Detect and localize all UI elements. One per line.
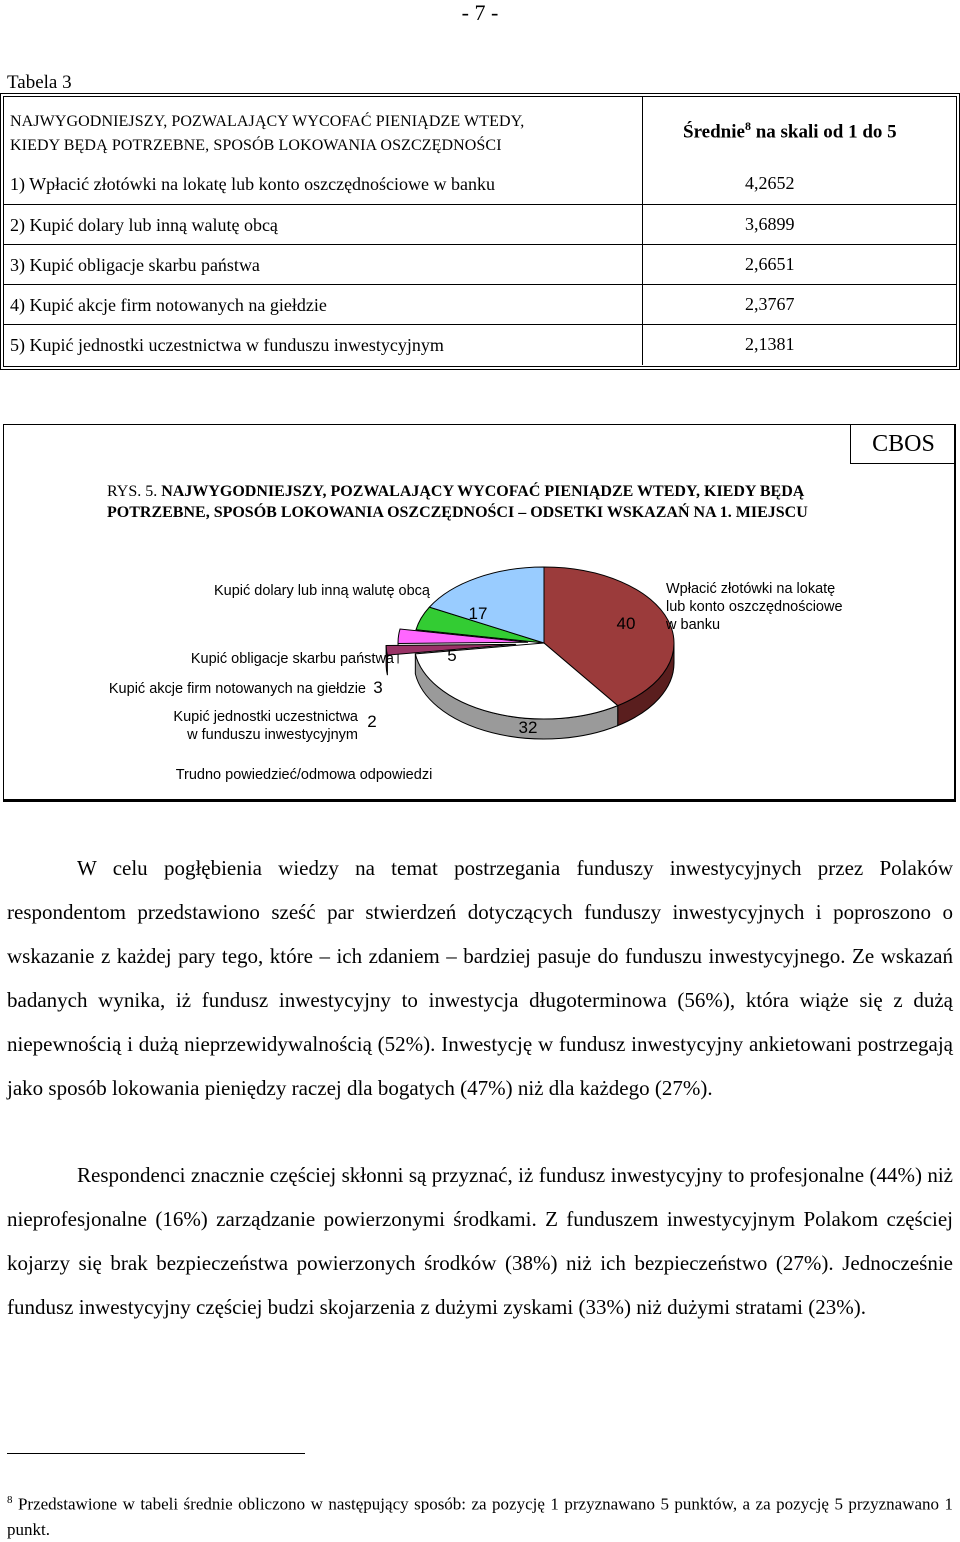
- table-row: [4, 244, 956, 285]
- pie-value-label: 2: [367, 712, 376, 731]
- row-value: 4,2652: [745, 173, 795, 194]
- row-label: 4) Kupić akcje firm notowanych na giełdzie: [10, 294, 327, 316]
- page-number: - 7 -: [0, 0, 960, 26]
- pie-category-label: Kupić jednostki uczestnictwa: [173, 709, 358, 725]
- row-label: 3) Kupić obligacje skarbu państwa: [10, 254, 260, 276]
- table-header-row: [4, 97, 956, 164]
- row-value-cell: [642, 205, 957, 245]
- footnote: $^8$ Przedstawione w tabeli średnie obliczono w następujący sposób: za pozycję 1 przyznawano 5 punktów, a za pozycję 5 przyznawano 1 punkt.: [7, 1488, 953, 1542]
- row-label: 5) Kupić jednostki uczestnictwa w funduszu inwestycyjnym: [10, 334, 444, 356]
- pie-category-label: Trudno powiedzieć/odmowa odpowiedzi: [176, 767, 433, 783]
- table-row: [4, 324, 956, 365]
- table-row: [4, 164, 956, 204]
- chart-title: RYS. 5. NAJWYGODNIEJSZY, POZWALAJĄCY WYCOFAĆ PIENIĄDZE WTEDY, KIEDY BĘDĄ POTRZEBNE, SPOSÓB LOKOWANIA OSZCZĘDNOŚCI – ODSETKI WSKAZAŃ NA 1. MIEJSCU: [107, 481, 897, 523]
- row-value-cell: [642, 285, 957, 325]
- pie-value-label: 3: [373, 678, 382, 697]
- pie-value-label: 40: [617, 614, 636, 633]
- pie-category-label: w funduszu inwestycyjnym: [186, 727, 358, 743]
- row-value: 2,3767: [745, 294, 795, 315]
- pie-category-label: Kupić dolary lub inną walutę obcą: [214, 583, 431, 599]
- footnote-rule: [7, 1453, 305, 1454]
- averages-table: [3, 96, 957, 367]
- pie-value-label: 32: [519, 718, 538, 737]
- pie-value-label: 5: [447, 646, 456, 665]
- table-row: [4, 204, 956, 245]
- body-paragraph-2: Respondenci znacznie częściej skłonni są przyznać, iż fundusz inwestycyjny to profesjonalne (44%) niż nieprofesjonalne (16%) zarządzanie powierzonymi środkami. Z funduszem inwestycyjnym Polakom częściej kojarzy się brak bezpieczeństwa powierzonych środków (38%) niż ich bezpieczeństwo (27%). Jednocześnie fundusz inwestycyjny częściej budzi skojarzenia z dużymi zyskami (33%) niż dużymi stratami (23%).: [7, 1153, 953, 1329]
- row-value: 2,6651: [745, 254, 795, 275]
- row-value-cell: [642, 164, 957, 204]
- header-right-label: Średnie$^8$ na skali od 1 do 5: [683, 119, 897, 143]
- header-right-cell: [642, 97, 957, 164]
- source-label: CBOS: [850, 425, 956, 464]
- row-label: 2) Kupić dolary lub inną walutę obcą: [10, 214, 278, 236]
- header-left-line1: NAJWYGODNIEJSZY, POZWALAJĄCY WYCOFAĆ PIENIĄDZE WTEDY,: [10, 111, 524, 133]
- pie-value-label: 17: [469, 604, 488, 623]
- pie-category-label: lub konto oszczędnościowe: [666, 599, 843, 615]
- table-caption: Tabela 3: [7, 72, 72, 94]
- pie-category-label: Kupić akcje firm notowanych na giełdzie: [109, 681, 366, 697]
- chart-figure: [3, 424, 956, 802]
- pie-category-label: w banku: [665, 617, 720, 633]
- pie-category-label: Wpłacić złotówki na lokatę: [666, 581, 835, 597]
- row-value: 3,6899: [745, 214, 795, 235]
- row-value-cell: [642, 325, 957, 365]
- table-row: [4, 284, 956, 325]
- pie-chart: [4, 425, 955, 799]
- header-left-line2: KIEDY BĘDĄ POTRZEBNE, SPOSÓB LOKOWANIA OSZCZĘDNOŚCI: [10, 135, 502, 157]
- row-label: 1) Wpłacić złotówki na lokatę lub konto oszczędnościowe w banku: [10, 173, 495, 195]
- body-paragraph-1: W celu pogłębienia wiedzy na temat postrzegania funduszy inwestycyjnych przez Polaków respondentom przedstawiono sześć par stwierdzeń dotyczących funduszy inwestycyjnych i poproszono o wskazanie z każdej pary tego, które – ich zdaniem – bardziej pasuje do funduszu inwestycyjnego. Ze wskazań badanych wynika, iż fundusz inwestycyjny to inwestycja długoterminowa (56%), która wiąże się z dużą niepewnością i dużą nieprzewidywalnością (52%). Inwestycję w fundusz inwestycyjny ankietowani postrzegają jako sposób lokowania pieniędzy raczej dla bogatych (47%) niż dla każdego (27%).: [7, 846, 953, 1110]
- pie-category-label: Kupić obligacje skarbu państwa: [191, 651, 395, 667]
- row-value-cell: [642, 245, 957, 285]
- row-value: 2,1381: [745, 334, 795, 355]
